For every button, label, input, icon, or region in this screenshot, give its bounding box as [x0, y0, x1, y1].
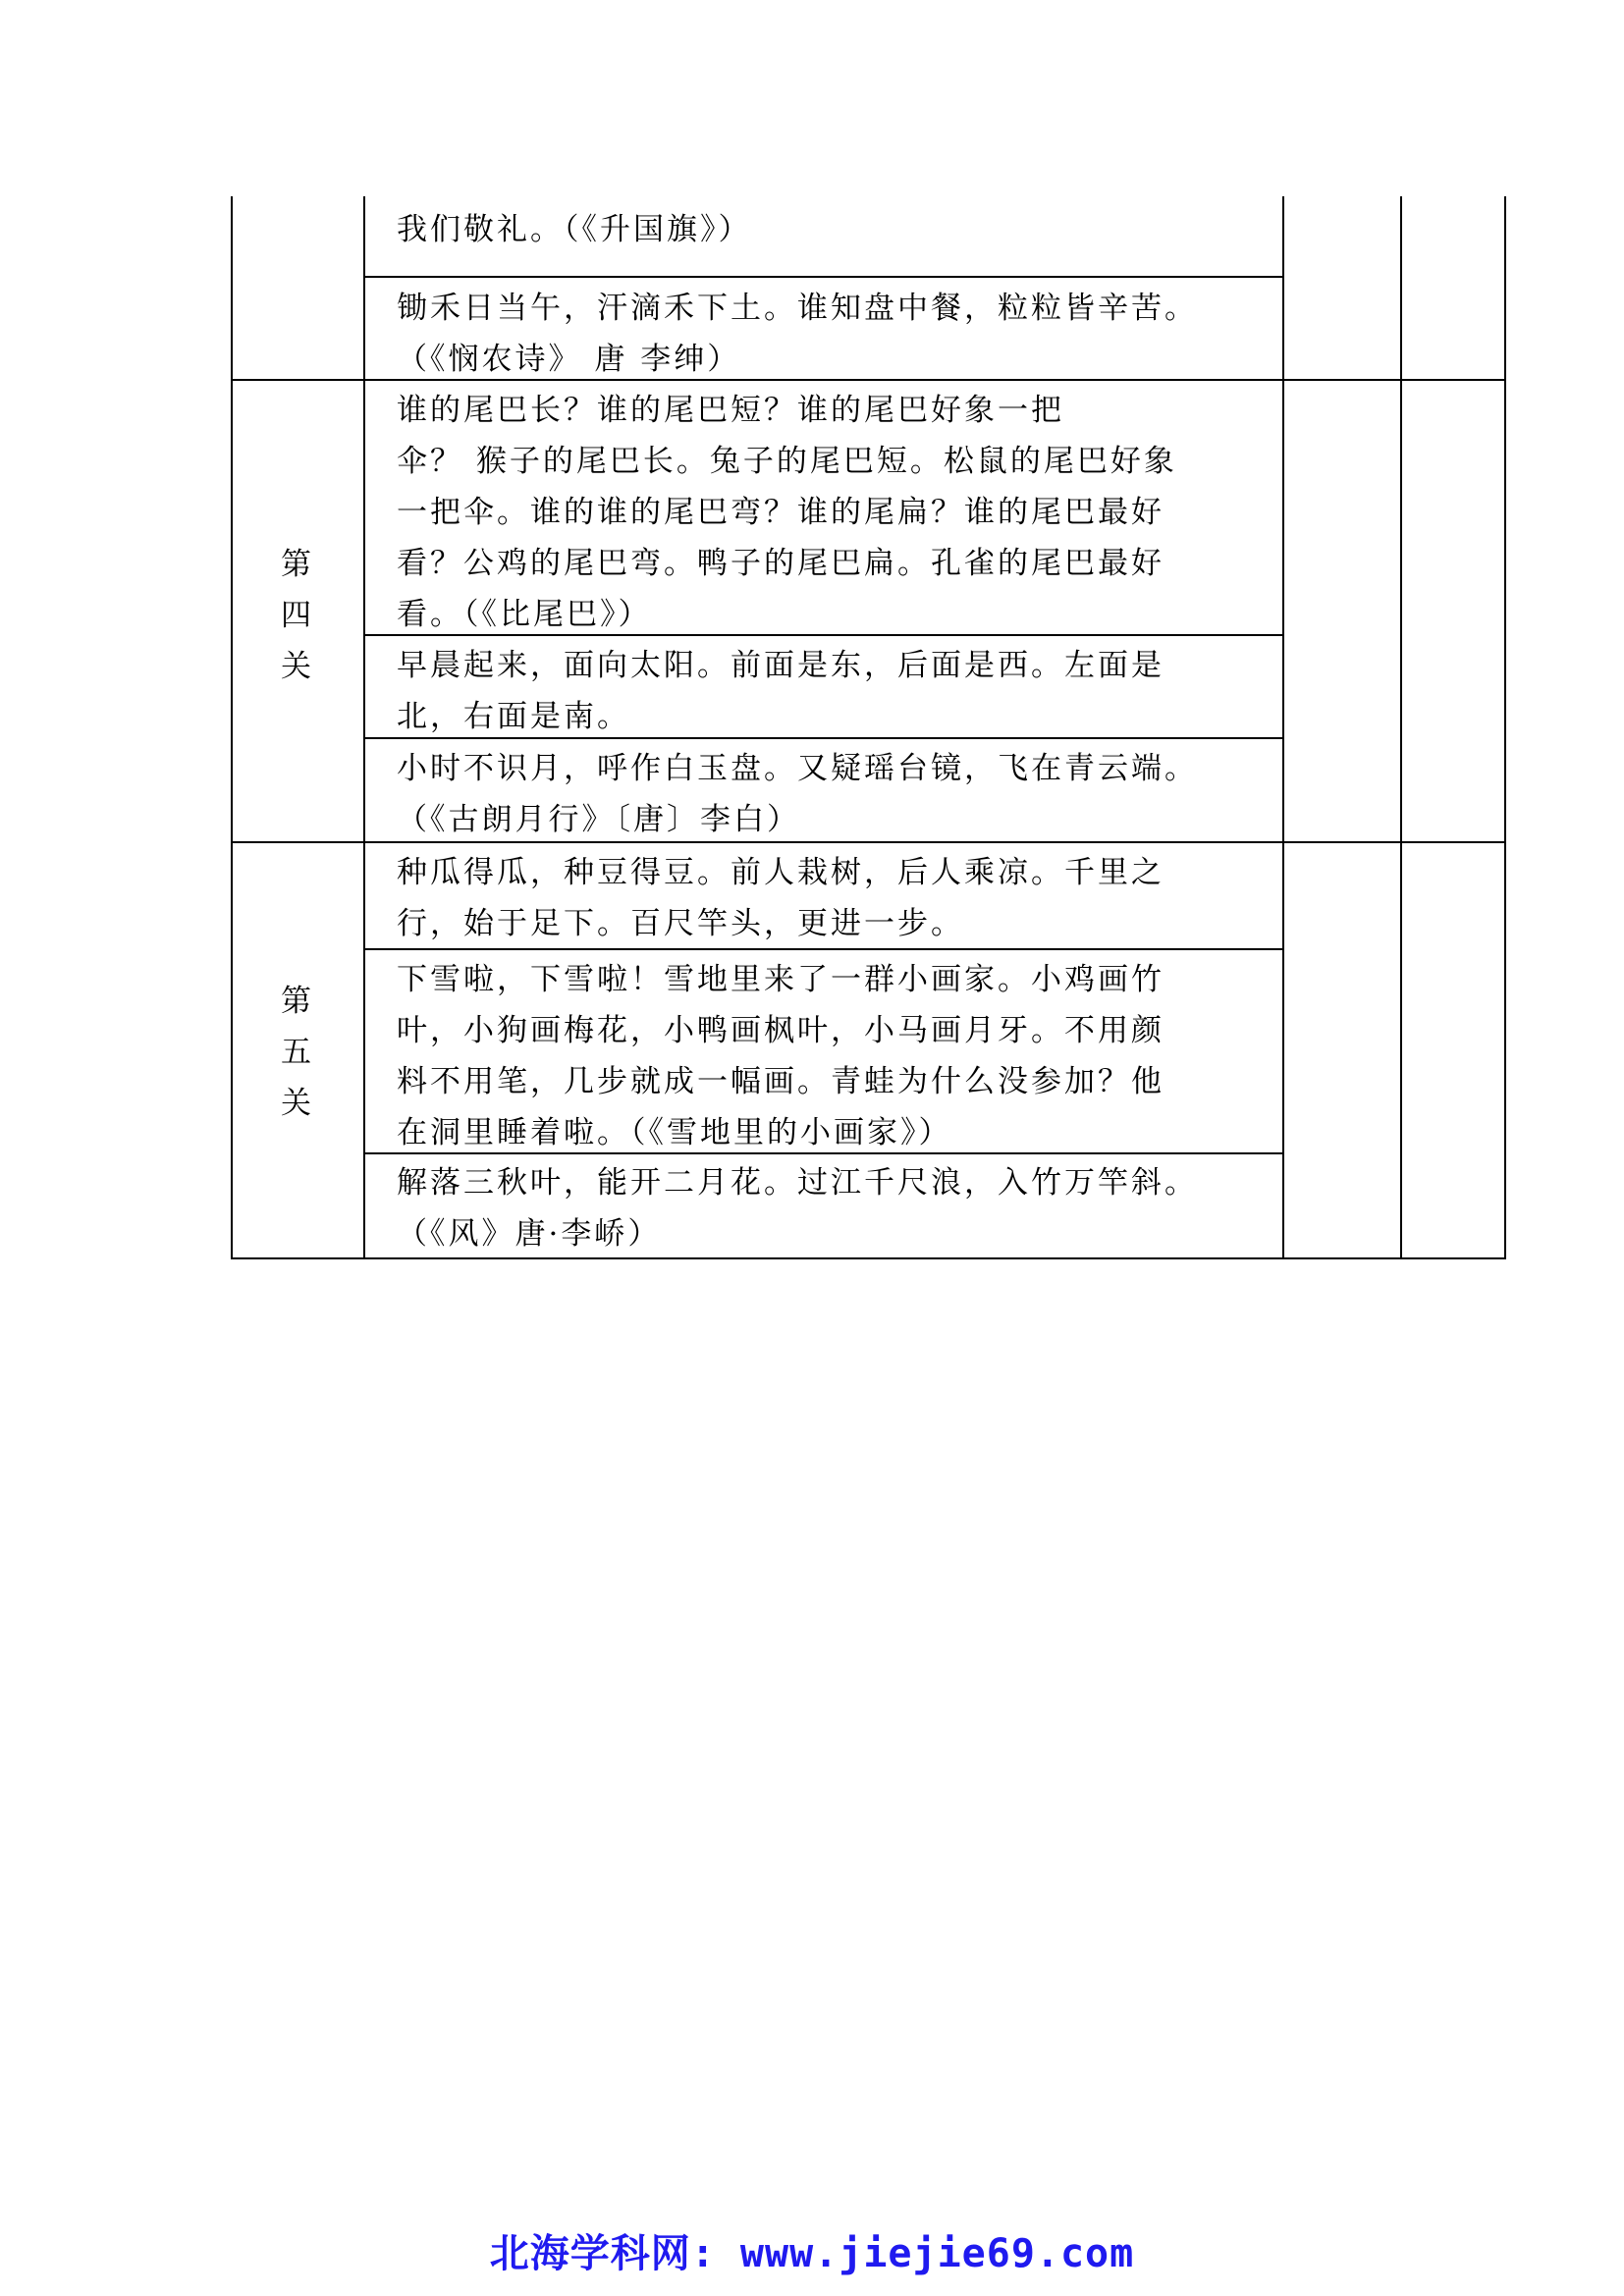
stage-char: 第 — [281, 547, 311, 582]
passage-line: 在洞里睡着啦。（《雪地里的小画家》） — [397, 1115, 952, 1150]
passage-text — [397, 640, 1241, 742]
passage-line: 看。（《比尾巴》） — [397, 597, 652, 632]
stage-char: 关 — [281, 1086, 311, 1121]
stage-label-4 — [231, 539, 361, 692]
passage-line: 锄禾日当午，汗滴禾下土。谁知盘中餐，粒粒皆辛苦。 — [397, 291, 1198, 326]
passage-line: 料不用笔，几步就成一幅画。青蛙为什么没参加？他 — [397, 1064, 1164, 1099]
table-column-divider-text — [1282, 196, 1284, 1259]
passage-line: 一把伞。谁的谁的尾巴弯？谁的尾扁？谁的尾巴最好 — [397, 495, 1164, 530]
passage-line: 解落三秋叶，能开二月花。过江千尺浪，入竹万竿斜。 — [397, 1165, 1198, 1201]
passage-line: 北，右面是南。 — [397, 699, 630, 734]
passage-line: 行，始于足下。百尺竿头，更进一步。 — [397, 906, 964, 941]
footer-site-link[interactable]: 北海学科网: www.jiejie69.com — [489, 2231, 1135, 2276]
table-column-divider-score — [1400, 196, 1402, 1259]
passage-text — [397, 283, 1241, 385]
stage-char: 关 — [281, 649, 311, 684]
passage-text — [397, 385, 1241, 640]
stage-label-5 — [231, 976, 361, 1129]
passage-line: 看？公鸡的尾巴弯。鸭子的尾巴扁。孔雀的尾巴最好 — [397, 546, 1164, 581]
passage-line: 下雪啦，下雪啦！雪地里来了一群小画家。小鸡画竹 — [397, 962, 1164, 997]
passage-text — [397, 1157, 1241, 1259]
passage-text — [397, 847, 1241, 949]
table-border-right — [1504, 196, 1506, 1259]
passage-line: 伞？ 猴子的尾巴长。兔子的尾巴短。松鼠的尾巴好象 — [397, 444, 1177, 479]
passage-divider — [363, 276, 1284, 278]
passage-line: 我们敬礼。（《升国旗》） — [397, 212, 752, 247]
passage-text — [397, 204, 1241, 255]
passage-text — [397, 954, 1241, 1158]
passage-line: 叶，小狗画梅花，小鸭画枫叶，小马画月牙。不用颜 — [397, 1013, 1164, 1048]
passage-line: 种瓜得瓜，种豆得豆。前人栽树，后人乘凉。千里之 — [397, 855, 1164, 890]
passage-line: （《古朗月行》〔唐〕李白） — [397, 802, 800, 837]
stage-char: 四 — [281, 598, 311, 633]
passage-line: 早晨起来，面向太阳。前面是东，后面是西。左面是 — [397, 648, 1164, 683]
passage-text — [397, 743, 1241, 845]
stage-char: 五 — [281, 1035, 311, 1070]
passage-line: （《风》唐·李峤） — [397, 1216, 662, 1252]
table-column-divider-stage — [363, 196, 365, 1259]
passage-line: 小时不识月，呼作白玉盘。又疑瑶台镜，飞在青云端。 — [397, 751, 1198, 786]
stage-char: 第 — [281, 984, 311, 1019]
passage-line: （《悯农诗》 唐 李绅） — [397, 342, 741, 377]
passage-line: 谁的尾巴长？谁的尾巴短？谁的尾巴好象一把 — [397, 393, 1064, 428]
